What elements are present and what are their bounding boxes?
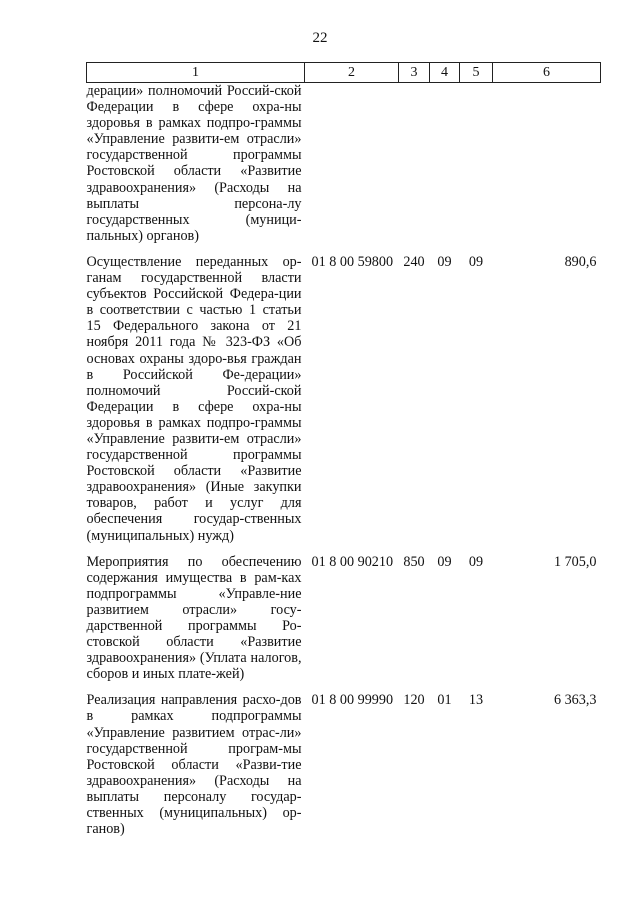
table-row [87, 554, 601, 693]
row-amount: 1 705,0 [553, 553, 597, 570]
row-description: дерации» полномочий Россий-ской Федерации в сфере охра-ны здоровья в рамках подпро-граммы «Управление развити-ем отрасли» государственной программы Ростовской области «Развитие здравоохранения» (Расходы на выплаты персона-лу государственных (муници-пальных) органов) [86, 83, 302, 244]
column-header-2: 2 [305, 63, 399, 83]
row-expense-type: 850 [403, 553, 425, 570]
row-section: 01 [437, 692, 452, 709]
column-header-3: 3 [399, 63, 430, 83]
row-section: 09 [437, 553, 452, 570]
table-row [87, 254, 601, 554]
row-amount: 890,6 [564, 253, 597, 270]
column-header-5: 5 [460, 63, 493, 83]
table-row [87, 83, 601, 254]
row-section: 09 [437, 253, 452, 270]
row-amount: 6 363,3 [553, 692, 597, 709]
row-description: Мероприятия по обеспечению содержания имущества в рам-ках подпрограммы «Управле-ние развитием отрасли» госу-дарственной программы Ро-стовской области «Развитие здравоохранения» (Уплата налогов, сборов и иных плате-жей) [86, 553, 302, 683]
row-target-code: 01 8 00 99990 [311, 692, 394, 709]
row-description: Реализация направления расхо-дов в рамках подпрограммы «Управление развитием отрас-ли» государственной програм-мы Ростовской области «Разви-тие здравоохранения» (Расходы на выплаты персоналу государ-ственных (муниципальных) ор-ганов) [86, 692, 302, 838]
column-header-1: 1 [87, 63, 305, 83]
row-section [430, 83, 460, 254]
table-header-row [87, 63, 601, 83]
column-header-6: 6 [493, 63, 601, 83]
column-header-4: 4 [430, 63, 460, 83]
row-subsection: 09 [468, 553, 484, 570]
row-expense-type [399, 83, 430, 254]
row-target-code [305, 83, 399, 254]
row-target-code: 01 8 00 90210 [311, 553, 394, 570]
table-row [87, 692, 601, 847]
row-subsection: 13 [468, 692, 484, 709]
row-subsection [460, 83, 493, 254]
row-amount [493, 83, 601, 254]
row-target-code: 01 8 00 59800 [311, 253, 394, 270]
page-number: 22 [312, 30, 328, 46]
row-description: Осуществление переданных ор-ганам государственной власти субъектов Российской Федера-ции в соответствии с частью 1 статьи 15 Федерального закона от 21 ноября 2011 года № 323-ФЗ «Об основах охраны здоро-вья граждан в Российской Фе-дерации» полномочий Россий-ской Федерации в сфере охра-ны здоровья в рамках подпро-граммы «Управление развити-ем отрасли» государственной программы Ростовской области «Развитие здравоохранения» (Иные закупки товаров, работ и услуг для обеспечения государ-ственных (муниципальных) нужд) [86, 253, 302, 544]
row-expense-type: 120 [403, 692, 425, 709]
row-expense-type: 240 [403, 253, 425, 270]
row-subsection: 09 [468, 253, 484, 270]
budget-table [86, 62, 601, 847]
